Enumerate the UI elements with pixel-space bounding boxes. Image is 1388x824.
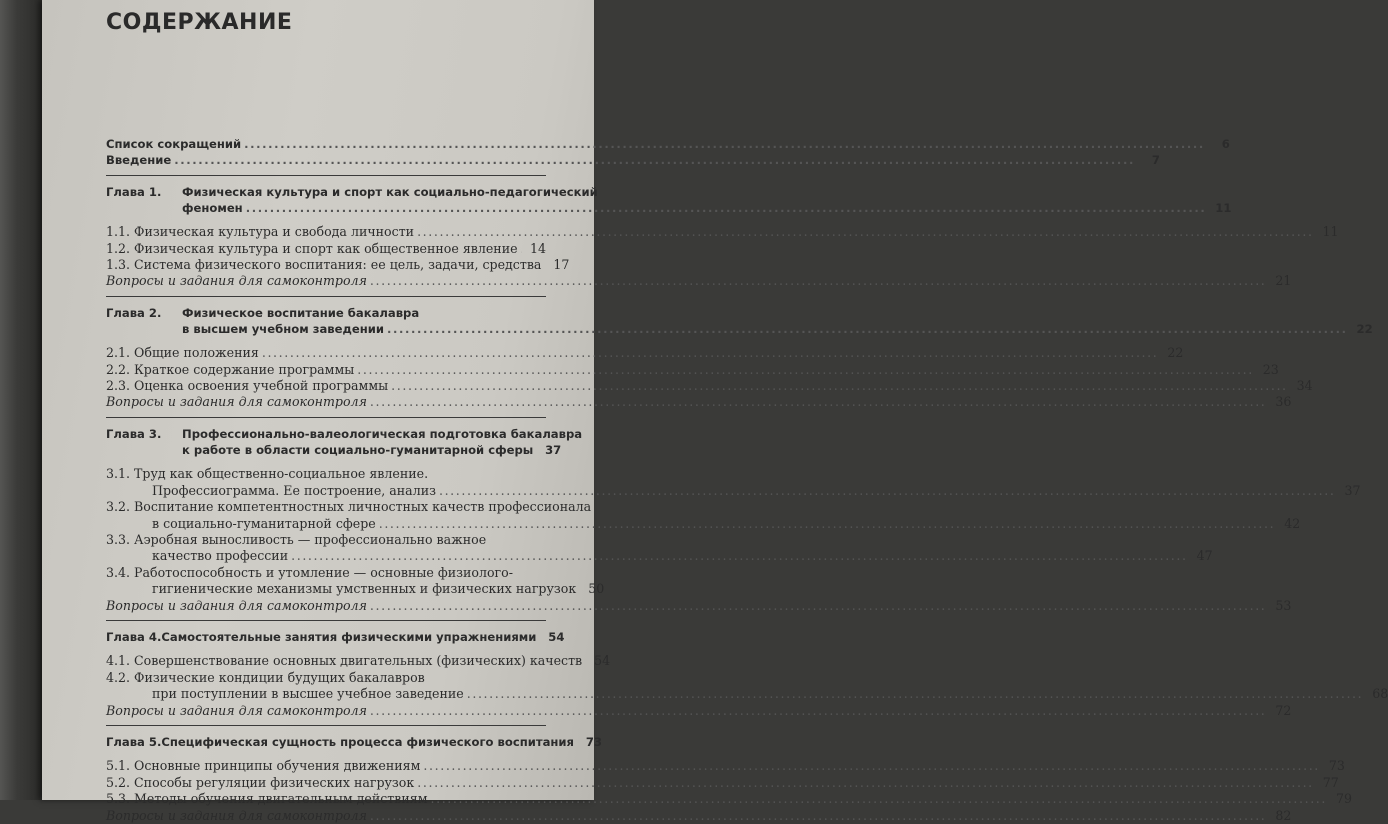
section-entry-title: 2.2. Краткое содержание программы [106, 362, 354, 378]
toc-front-entry-title: Введение [106, 152, 171, 168]
chapter-title-line[interactable] [106, 426, 546, 442]
chapter-page: 22 [1351, 321, 1373, 337]
section-entry[interactable] [106, 758, 546, 774]
dot-leader [370, 598, 1267, 614]
dot-leader [423, 758, 1320, 774]
chapter-label: Глава 5. [106, 734, 161, 750]
section-entry-page: 54 [588, 653, 610, 669]
section-entry-title: качество профессии [152, 548, 288, 564]
dot-leader [357, 362, 1254, 378]
section-entry-page: 37 [1338, 483, 1360, 499]
dot-leader [417, 775, 1314, 791]
chapter-divider [106, 620, 546, 621]
self-check-entry-title: Вопросы и задания для самоконтроля [106, 598, 367, 614]
section-entry[interactable] [106, 653, 546, 669]
section-entry-page: 11 [1317, 224, 1339, 240]
chapter-divider [106, 296, 546, 297]
chapter-entry[interactable] [106, 629, 546, 645]
chapter-label: Глава 2. [106, 305, 182, 321]
section-title-line[interactable]: 4.2. Физические кондиции будущих бакалавров [106, 670, 546, 686]
chapter-title: Самостоятельные занятия физическими упражнениями [161, 629, 536, 645]
section-entry[interactable] [106, 483, 546, 499]
chapter-entry[interactable] [106, 321, 546, 337]
section-entry[interactable] [106, 345, 546, 361]
chapter-label: Глава 1. [106, 184, 182, 200]
section-entry[interactable] [106, 548, 546, 564]
section-entry[interactable] [106, 241, 546, 257]
section-entry-page: 23 [1257, 362, 1279, 378]
chapter-title: Специфическая сущность процесса физического воспитания [161, 734, 574, 750]
section-entry-page: 79 [1330, 791, 1352, 807]
toc-front-entry-title: Список сокращений [106, 136, 241, 152]
chapter-entry[interactable] [106, 734, 546, 750]
section-entry-page: 34 [1291, 378, 1313, 394]
section-entry-page: 47 [1191, 548, 1213, 564]
section-entry-page: 77 [1317, 775, 1339, 791]
section-entry-page: 50 [582, 581, 604, 597]
section-entry-page: 42 [1278, 516, 1300, 532]
dot-leader [391, 378, 1288, 394]
toc-front-entry-page: 7 [1138, 152, 1160, 168]
chapter-title: Физическое воспитание бакалавра [182, 306, 419, 320]
dot-leader [370, 273, 1267, 289]
chapter-entry[interactable] [106, 442, 546, 458]
self-check-entry-title: Вопросы и задания для самоконтроля [106, 273, 367, 289]
chapter-page: 73 [580, 734, 602, 750]
chapter-divider [106, 175, 546, 176]
chapter-title-line[interactable] [106, 184, 546, 200]
section-entry-title: 2.1. Общие положения [106, 345, 259, 361]
section-entry-page: 73 [1323, 758, 1345, 774]
dot-leader [174, 152, 1135, 168]
section-entry-title: 5.1. Основные принципы обучения движениям [106, 758, 420, 774]
section-entry-title: 1.2. Физическая культура и спорт как общественное явление [106, 241, 518, 257]
section-entry-title: Профессиограмма. Ее построение, анализ [152, 483, 436, 499]
section-entry[interactable] [106, 516, 546, 532]
section-entry-title: 1.1. Физическая культура и свобода личности [106, 224, 414, 240]
self-check-entry-title: Вопросы и задания для самоконтроля [106, 808, 367, 824]
section-entry[interactable] [106, 257, 546, 273]
section-entry[interactable] [106, 686, 546, 702]
self-check-entry-page: 82 [1269, 808, 1291, 824]
chapter-divider [106, 725, 546, 726]
dot-leader [291, 548, 1188, 564]
section-entry[interactable] [106, 791, 546, 807]
self-check-entry-page: 36 [1269, 394, 1291, 410]
section-entry-page: 68 [1366, 686, 1388, 702]
section-entry[interactable] [106, 224, 546, 240]
section-entry-title: 1.3. Система физического воспитания: ее цель, задачи, средства [106, 257, 541, 273]
page-title: СОДЕРЖАНИЕ [106, 10, 292, 35]
self-check-entry[interactable] [106, 273, 546, 289]
chapter-page: 54 [542, 629, 564, 645]
section-entry-title: 2.3. Оценка освоения учебной программы [106, 378, 388, 394]
chapter-title: феномен [182, 200, 243, 216]
chapter-title: в высшем учебном заведении [182, 321, 384, 337]
self-check-entry[interactable] [106, 394, 546, 410]
self-check-entry-title: Вопросы и задания для самоконтроля [106, 394, 367, 410]
self-check-entry-title: Вопросы и задания для самоконтроля [106, 703, 367, 719]
toc-front-entry[interactable] [106, 152, 546, 168]
section-entry-page: 14 [524, 241, 546, 257]
section-title-line[interactable]: 3.4. Работоспособность и утомление — основные физиолого- [106, 565, 546, 581]
dot-leader [370, 703, 1267, 719]
chapter-page: 11 [1209, 200, 1231, 216]
dot-leader [387, 321, 1348, 337]
chapter-label: Глава 3. [106, 426, 182, 442]
chapter-label: Глава 4. [106, 629, 161, 645]
dot-leader [379, 516, 1276, 532]
self-check-entry-page: 72 [1269, 703, 1291, 719]
section-entry-title: гигиенические механизмы умственных и физических нагрузок [152, 581, 576, 597]
toc-front-entry-page: 6 [1208, 136, 1230, 152]
chapter-entry[interactable] [106, 200, 546, 216]
dot-leader [262, 345, 1159, 361]
dot-leader [467, 686, 1364, 702]
self-check-entry[interactable] [106, 598, 546, 614]
section-entry-title: 5.2. Способы регуляции физических нагрузок [106, 775, 414, 791]
chapter-divider [106, 417, 546, 418]
section-title-line[interactable]: 3.3. Аэробная выносливость — профессионально важное [106, 532, 546, 548]
chapter-title: Физическая культура и спорт как социально-педагогический [182, 185, 598, 199]
toc-front-entry[interactable] [106, 136, 546, 152]
dot-leader [417, 224, 1314, 240]
section-entry-title: 4.1. Совершенствование основных двигательных (физических) качеств [106, 653, 582, 669]
section-entry-title: при поступлении в высшее учебное заведение [152, 686, 464, 702]
chapter-title: к работе в области социально-гуманитарной сферы [182, 442, 533, 458]
section-entry-title: 5.3. Методы обучения двигательным действиям [106, 791, 428, 807]
dot-leader [431, 791, 1328, 807]
dot-leader [439, 483, 1336, 499]
table-of-contents [106, 136, 546, 824]
section-entry[interactable] [106, 378, 546, 394]
section-title-line[interactable]: 3.2. Воспитание компетентностных личностных качеств профессионала [106, 499, 546, 515]
self-check-entry-page: 53 [1269, 598, 1291, 614]
dot-leader [370, 808, 1267, 824]
section-entry[interactable] [106, 775, 546, 791]
self-check-entry[interactable] [106, 808, 546, 824]
section-entry[interactable] [106, 362, 546, 378]
chapter-page: 37 [539, 442, 561, 458]
section-entry[interactable] [106, 581, 546, 597]
self-check-entry[interactable] [106, 703, 546, 719]
dot-leader [370, 394, 1267, 410]
book-spine [0, 0, 42, 800]
self-check-entry-page: 21 [1269, 273, 1291, 289]
dot-leader [246, 200, 1207, 216]
section-entry-title: в социально-гуманитарной сфере [152, 516, 376, 532]
section-entry-page: 22 [1161, 345, 1183, 361]
section-title-line[interactable]: 3.1. Труд как общественно-социальное явление. [106, 466, 546, 482]
chapter-title: Профессионально-валеологическая подготовка бакалавра [182, 427, 582, 441]
dot-leader [244, 136, 1205, 152]
chapter-title-line[interactable] [106, 305, 546, 321]
section-entry-page: 17 [547, 257, 569, 273]
